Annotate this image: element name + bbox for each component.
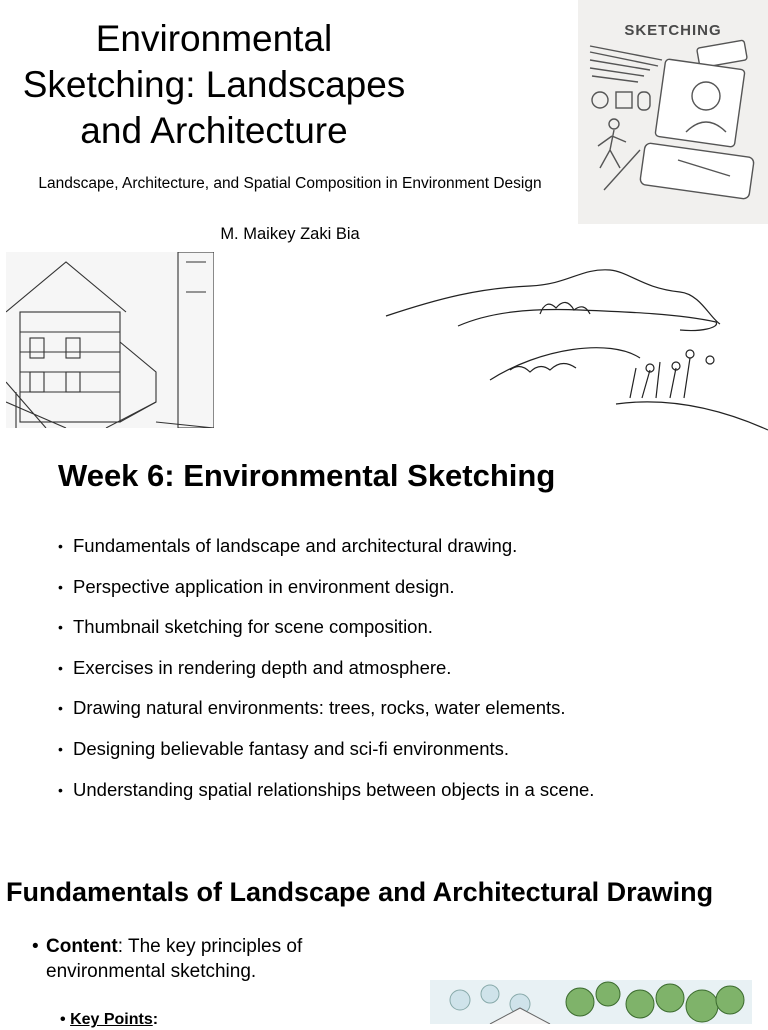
author-name: M. Maikey Zaki Bia	[220, 225, 360, 243]
title-line-2: Sketching: Landscapes	[22, 64, 406, 105]
key-points-text: Key Points	[70, 1011, 153, 1028]
topic-text: Thumbnail sketching for scene composition.	[73, 616, 433, 638]
bullet-icon: •	[58, 781, 63, 798]
sketching-tools-drawing	[578, 0, 768, 224]
landscape-line-sketch	[380, 258, 768, 434]
topic-text: Exercises in rendering depth and atmosphere.	[73, 656, 452, 678]
content-label: Content	[46, 936, 118, 957]
title-line-1: Environmental	[95, 18, 333, 59]
bullet-icon: •	[58, 700, 63, 717]
topic-text: Perspective application in environment design.	[73, 575, 455, 597]
topic-text: Designing believable fantasy and sci-fi environments.	[73, 737, 510, 759]
title-line-3: and Architecture	[80, 110, 348, 151]
street-perspective-sketch	[6, 252, 214, 428]
village-drawing	[430, 980, 752, 1024]
section-heading: Fundamentals of Landscape and Architectural Drawing	[6, 877, 714, 907]
street-sketch-drawing	[6, 252, 214, 428]
subtitle: Landscape, Architecture, and Spatial Composition in Environment Design	[38, 175, 542, 192]
bullet-icon: •	[32, 936, 39, 957]
content-item	[32, 934, 372, 984]
list-item	[58, 696, 758, 720]
sketching-illustration	[578, 0, 768, 224]
topic-text: Fundamentals of landscape and architectural drawing.	[73, 535, 518, 556]
village-sketch	[430, 980, 752, 1024]
list-item	[58, 656, 758, 680]
sketching-label: SKETCHING	[624, 22, 722, 39]
bullet-icon: •	[58, 740, 63, 757]
key-points-label	[60, 1010, 158, 1030]
bullet-icon: •	[60, 1011, 66, 1028]
key-points-colon: :	[152, 1011, 159, 1028]
bullet-icon: •	[58, 619, 63, 636]
bullet-icon: •	[58, 578, 63, 595]
content-text: : The key principles of environmental sketching.	[46, 936, 303, 982]
topics-list	[58, 534, 758, 818]
topic-text: Drawing natural environments: trees, rocks, water elements.	[73, 697, 566, 719]
bullet-icon: •	[58, 538, 63, 554]
list-item	[58, 778, 758, 802]
list-item	[58, 575, 758, 599]
page-title	[0, 16, 428, 154]
week-heading: Week 6: Environmental Sketching	[58, 458, 556, 493]
landscape-drawing	[380, 258, 768, 434]
list-item	[58, 534, 758, 558]
list-item	[58, 737, 758, 761]
bullet-icon: •	[58, 659, 63, 676]
list-item	[58, 615, 758, 639]
topic-text: Understanding spatial relationships between objects in a scene.	[73, 778, 595, 800]
